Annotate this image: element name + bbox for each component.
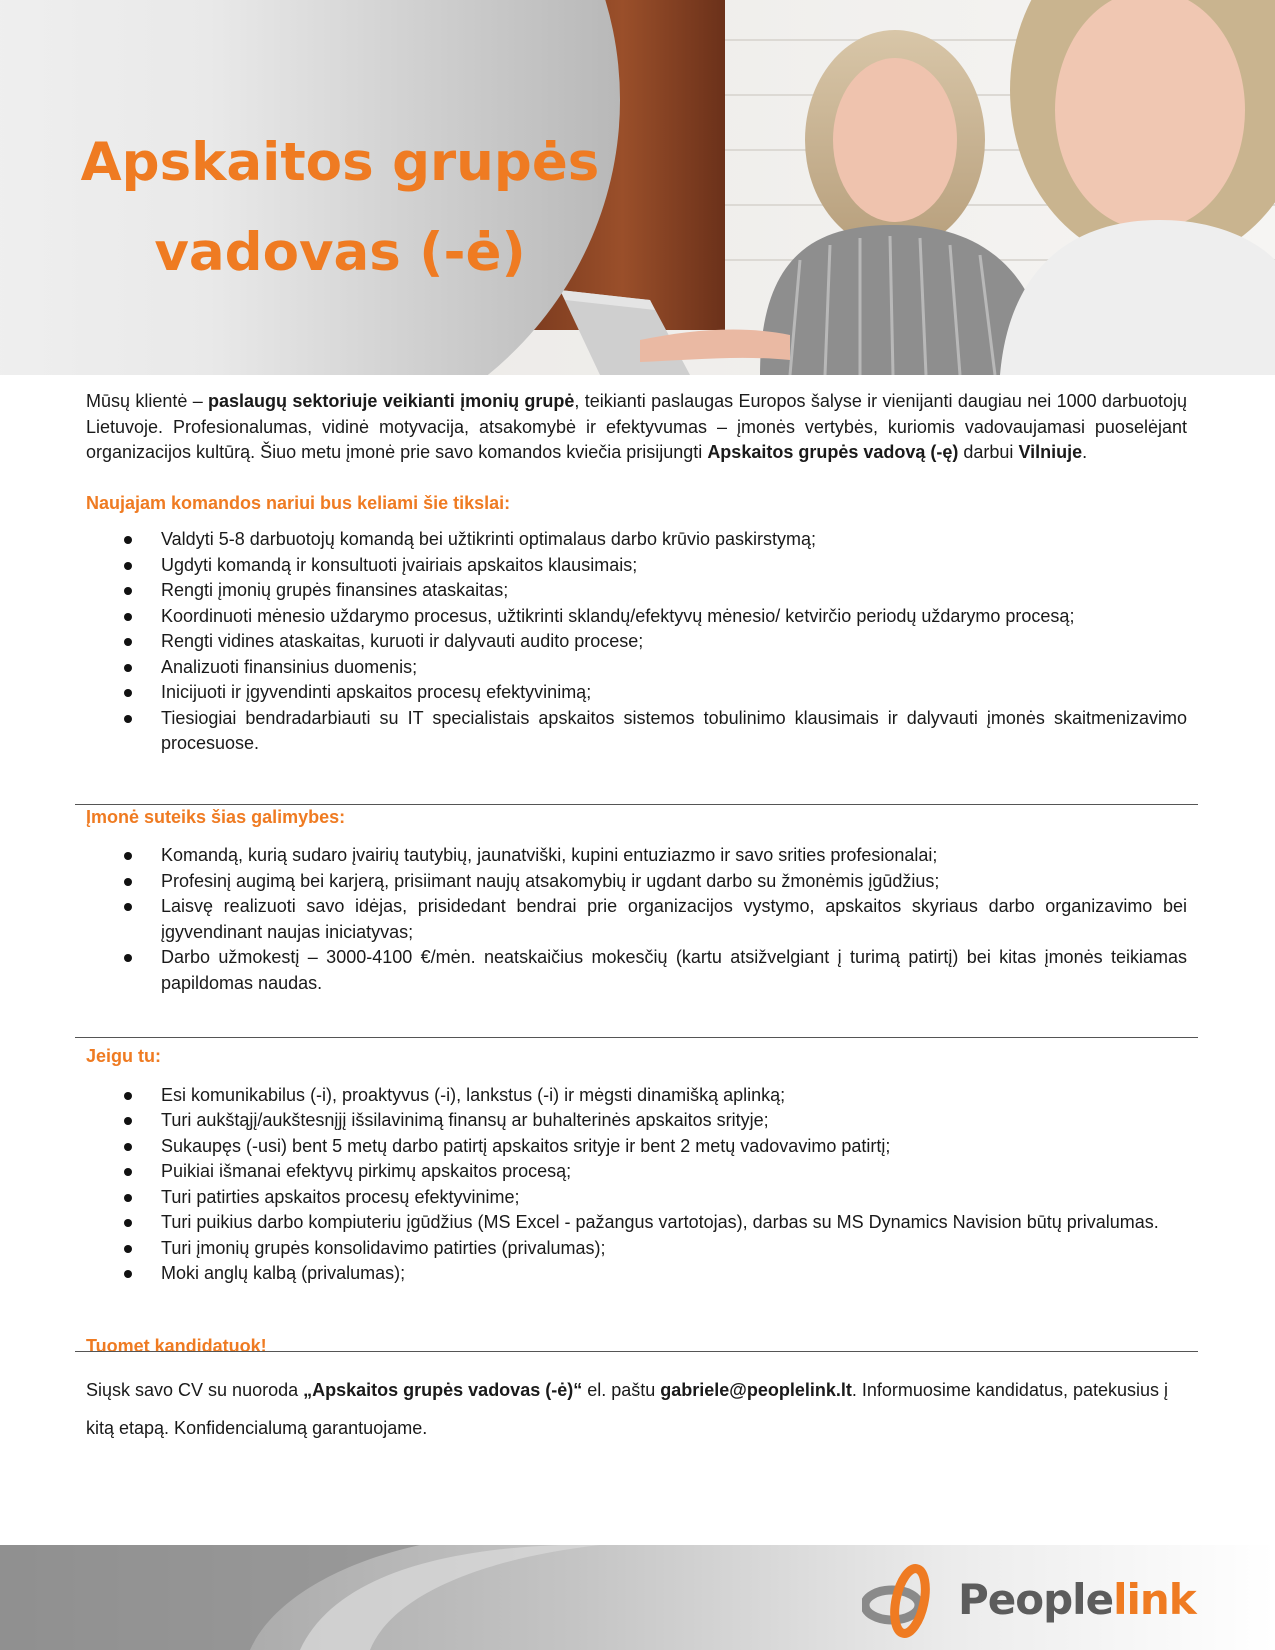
list-item-text: Analizuoti finansinius duomenis;	[161, 656, 418, 677]
cta-text-2: el. paštu	[582, 1380, 661, 1400]
cta-text-3: . Informuosime kandidatus, patekusius į kitą etapą. Konfidencialumą garantuojame.	[86, 1380, 1169, 1438]
intro-bold-2: Apskaitos grupės vadovą (-ę)	[707, 442, 959, 462]
list-item	[86, 1134, 1187, 1160]
bullet-icon	[124, 1219, 132, 1227]
page-title-line-1: Apskaitos grupės	[80, 132, 600, 193]
list-item	[86, 1210, 1187, 1236]
list-item	[86, 1159, 1187, 1185]
contact-email[interactable]: gabriele@peoplelink.lt	[660, 1380, 852, 1400]
bullet-icon	[124, 613, 132, 621]
offers-heading: Įmonė suteiks šias galimybes:	[86, 806, 346, 827]
list-item-text: Esi komunikabilus (-i), proaktyvus (-i), lankstus (-i) ir mėgsti dinamišką aplinką;	[161, 1084, 786, 1105]
list-item	[86, 1236, 1187, 1262]
cta-paragraph	[86, 1371, 1187, 1447]
list-item-text: Inicijuoti ir įgyvendinti apskaitos procesų efektyvinimą;	[161, 682, 592, 702]
list-item-text: Darbo užmokestį – 3000-4100 €/mėn. neatskaičius mokesčių (kartu atsižvelgiant į turimą patirtį) bei kitas įmonės teikiamas papildomas naudas.	[161, 947, 1187, 993]
bullet-icon	[124, 1245, 132, 1253]
logo-text-people: People	[958, 1575, 1114, 1624]
list-item	[86, 1108, 1187, 1134]
list-item	[86, 578, 1187, 604]
peoplelink-logo	[958, 1574, 1196, 1626]
list-item-text: Sukaupęs (-usi) bent 5 metų darbo patirtį apskaitos srityje ir bent 2 metų vadovavimo patirtį;	[161, 1135, 891, 1156]
section-divider	[75, 1351, 1198, 1352]
list-item	[86, 629, 1187, 655]
page-title-line-2: vadovas (-ė)	[154, 222, 526, 283]
goals-heading: Naujajam komandos nariui bus keliami šie tikslai:	[86, 492, 511, 513]
list-item	[86, 604, 1187, 630]
header-banner	[0, 0, 1275, 375]
list-item	[86, 1185, 1187, 1211]
list-item-text: Valdyti 5-8 darbuotojų komandą bei užtikrinti optimalaus darbo krūvio paskirstymą;	[161, 529, 816, 549]
bullet-icon	[124, 664, 132, 672]
bullet-icon	[124, 852, 132, 860]
intro-bold-1: paslaugų sektoriuje veikianti įmonių grupė	[208, 391, 575, 411]
bullet-icon	[124, 903, 132, 911]
intro-text-4: .	[1082, 442, 1088, 462]
cta-position-name: „Apskaitos grupės vadovas (-ė)“	[303, 1380, 583, 1400]
offers-list	[86, 843, 1187, 996]
bullet-icon	[124, 536, 132, 544]
bullet-icon	[124, 1168, 132, 1176]
requirements-list	[86, 1083, 1187, 1287]
intro-text-2: , teikianti paslaugas Europos šalyse ir vienijanti daugiau nei 1000 darbuotojų Lietuvoje. Profesionalumas, vidinė motyvacija, atsakomybė ir efektyvumas – įmonės vertybės, kuriomis vadovaujamasi puoselėjant organizacijos kultūrą. Šiuo metu įmonė prie savo komandos kviečia prisijungti	[86, 391, 1188, 462]
list-item	[86, 680, 1187, 706]
list-item	[86, 527, 1187, 553]
list-item-text: Turi puikius darbo kompiuteriu įgūdžius (MS Excel - pažangus vartotojas), darbas su MS Dynamics Navision būtų privalumas.	[161, 1212, 1159, 1232]
list-item	[86, 894, 1187, 945]
list-item-text: Laisvę realizuoti savo idėjas, prisidedant bendrai prie organizacijos vystymo, apskaitos skyriaus darbo organizavimo bei įgyvendinant naujas iniciatyvas;	[161, 896, 1187, 942]
cta-heading: Tuomet kandidatuok!	[86, 1335, 267, 1356]
bullet-icon	[124, 1117, 132, 1125]
list-item-text: Rengti vidines ataskaitas, kuruoti ir dalyvauti audito procese;	[161, 631, 644, 651]
bullet-icon	[124, 1194, 132, 1202]
list-item-text: Koordinuoti mėnesio uždarymo procesus, užtikrinti sklandų/efektyvų mėnesio/ ketvirčio periodų uždarymo procesą;	[161, 605, 1075, 626]
list-item-text: Tiesiogiai bendradarbiauti su IT specialistais apskaitos sistemos tobulinimo klausimais ir dalyvauti įmonės skaitmenizavimo procesuose.	[161, 707, 1187, 753]
list-item-text: Komandą, kurią sudaro įvairių tautybių, jaunatviški, kupini entuziazmo ir savo srities profesionalai;	[161, 845, 938, 865]
requirements-heading: Jeigu tu:	[86, 1046, 161, 1066]
job-description	[86, 389, 1187, 1447]
bullet-icon	[124, 715, 132, 723]
list-item	[86, 945, 1187, 996]
list-item-text: Puikiai išmanai efektyvų pirkimų apskaitos procesą;	[161, 1161, 572, 1181]
list-item-text: Rengti įmonių grupės finansines ataskaitas;	[161, 580, 509, 600]
list-item	[86, 869, 1187, 895]
bullet-icon	[124, 587, 132, 595]
bullet-icon	[124, 1092, 132, 1100]
bullet-icon	[124, 638, 132, 646]
page-title	[60, 118, 620, 298]
list-item	[86, 655, 1187, 681]
list-item-text: Moki anglų kalbą (privalumas);	[161, 1263, 406, 1283]
bullet-icon	[124, 562, 132, 570]
list-item	[86, 1083, 1187, 1109]
list-item	[86, 706, 1187, 757]
list-item-text: Turi įmonių grupės konsolidavimo patirties (privalumas);	[161, 1237, 606, 1258]
list-item	[86, 843, 1187, 869]
section-divider	[75, 804, 1198, 805]
list-item	[86, 553, 1187, 579]
list-item-text: Ugdyti komandą ir konsultuoti įvairiais apskaitos klausimais;	[161, 554, 638, 575]
intro-text-1: Mūsų klientė –	[86, 391, 209, 411]
goals-list	[86, 527, 1187, 757]
logo-text-link: link	[1113, 1575, 1196, 1624]
list-item-text: Profesinį augimą bei karjerą, prisiimant naujų atsakomybių ir ugdant darbo su žmonėmis įgūdžius;	[161, 870, 940, 891]
bullet-icon	[124, 1270, 132, 1278]
bullet-icon	[124, 878, 132, 886]
list-item-text: Turi patirties apskaitos procesų efektyvinime;	[161, 1186, 520, 1207]
list-item-text: Turi aukštąjį/aukštesnįjį išsilavinimą finansų ar buhalterinės apskaitos srityje;	[161, 1110, 769, 1130]
intro-bold-3: Vilniuje	[1018, 442, 1083, 462]
list-item	[86, 1261, 1187, 1287]
bullet-icon	[124, 689, 132, 697]
intro-paragraph	[86, 389, 1187, 466]
bullet-icon	[124, 954, 132, 962]
intro-text-3: darbui	[958, 442, 1019, 462]
bullet-icon	[124, 1143, 132, 1151]
cta-text-1: Siųsk savo CV su nuoroda	[86, 1380, 304, 1400]
section-divider	[75, 1037, 1198, 1038]
